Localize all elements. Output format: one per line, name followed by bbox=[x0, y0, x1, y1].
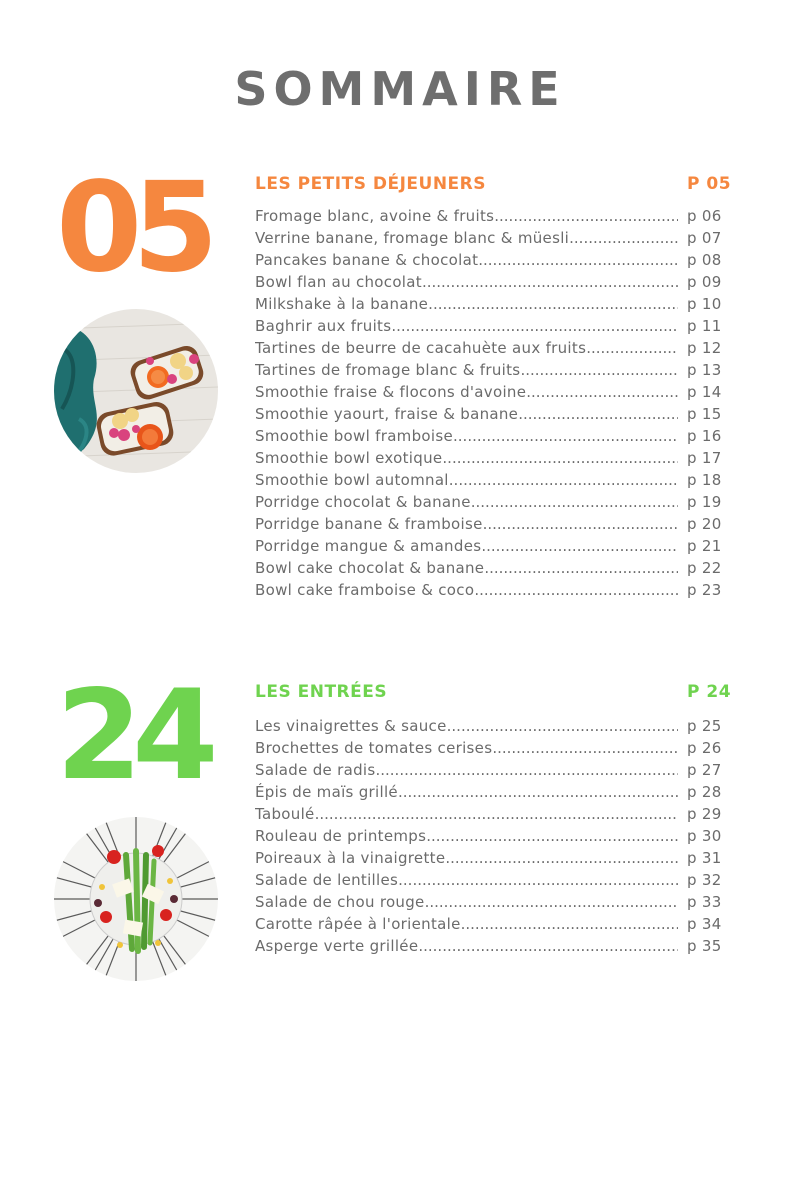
dot-leader bbox=[418, 935, 678, 957]
toc-entry[interactable] bbox=[255, 781, 733, 803]
toc-entry[interactable] bbox=[255, 447, 733, 469]
dot-leader bbox=[586, 337, 678, 359]
toc-entry[interactable] bbox=[255, 535, 733, 557]
dot-leader bbox=[481, 535, 678, 557]
toc-entry[interactable] bbox=[255, 293, 733, 315]
toc-entry-page: p 29 bbox=[687, 805, 722, 823]
toc-entry-label: Bowl cake chocolat & banane bbox=[255, 559, 485, 577]
toc-entry-label: Smoothie yaourt, fraise & banane bbox=[255, 405, 519, 423]
dot-leader bbox=[447, 715, 678, 737]
toc-entry-label: Porridge banane & framboise bbox=[255, 515, 483, 533]
toc-entry-label: Épis de maïs grillé bbox=[255, 783, 398, 801]
toc-entry-label: Verrine banane, fromage blanc & müesli bbox=[255, 229, 570, 247]
toc-entry-label: Pancakes banane & chocolat bbox=[255, 251, 479, 269]
toc-entry-page: p 16 bbox=[687, 427, 722, 445]
toc-entry-label: Salade de lentilles bbox=[255, 871, 399, 889]
toc-entry[interactable] bbox=[255, 359, 733, 381]
toc-entry-page: p 32 bbox=[687, 871, 722, 889]
toc-entry-label: Tartines de beurre de cacahuète aux fruits bbox=[255, 339, 587, 357]
asparagus-plate-photo bbox=[54, 817, 218, 981]
toc-entry[interactable] bbox=[255, 491, 733, 513]
toc-entry-line bbox=[255, 935, 678, 957]
toc-entry-label: Smoothie bowl exotique bbox=[255, 449, 443, 467]
toc-entry-page: p 27 bbox=[687, 761, 722, 779]
dot-leader bbox=[445, 847, 678, 869]
section-page: P 05 bbox=[687, 174, 732, 194]
toc-entry-line bbox=[255, 513, 678, 535]
dot-leader bbox=[422, 271, 678, 293]
toc-entry-line bbox=[255, 337, 678, 359]
dot-leader bbox=[461, 913, 678, 935]
toc-entry-line bbox=[255, 469, 678, 491]
toc-entry-line bbox=[255, 579, 678, 601]
toc-entry-page: p 06 bbox=[687, 207, 722, 225]
toc-entry-label: Fromage blanc, avoine & fruits bbox=[255, 207, 495, 225]
toc-entry[interactable] bbox=[255, 557, 733, 579]
toc-entry-line bbox=[255, 403, 678, 425]
toc-entry-label: Rouleau de printemps bbox=[255, 827, 427, 845]
dot-leader bbox=[518, 403, 678, 425]
toc-entry-label: Milkshake à la banane bbox=[255, 295, 429, 313]
section-title: LES PETITS DÉJEUNERS bbox=[255, 174, 486, 194]
toc-entry[interactable] bbox=[255, 891, 733, 913]
toc-entry-label: Carotte râpée à l'orientale bbox=[255, 915, 461, 933]
toc-entry[interactable] bbox=[255, 315, 733, 337]
dot-leader bbox=[569, 227, 678, 249]
toc-entry-line bbox=[255, 491, 678, 513]
toc-entry-page: p 08 bbox=[687, 251, 722, 269]
toc-entry[interactable] bbox=[255, 869, 733, 891]
toc-entry-line bbox=[255, 249, 678, 271]
toc-entry-line bbox=[255, 205, 678, 227]
toc-entry-line bbox=[255, 359, 678, 381]
toc-entry-page: p 07 bbox=[687, 229, 722, 247]
toc-entry[interactable] bbox=[255, 381, 733, 403]
toc-entry[interactable] bbox=[255, 737, 733, 759]
toc-entry-line bbox=[255, 825, 678, 847]
toc-entry-page: p 34 bbox=[687, 915, 722, 933]
toc-entry[interactable] bbox=[255, 271, 733, 293]
toc-entry-line bbox=[255, 425, 678, 447]
toc-entry[interactable] bbox=[255, 579, 733, 601]
toc-entry-line bbox=[255, 803, 678, 825]
toc-entry[interactable] bbox=[255, 913, 733, 935]
toc-entry-line bbox=[255, 535, 678, 557]
toc-entry-label: Taboulé bbox=[255, 805, 315, 823]
toc-entry-label: Bowl cake framboise & coco bbox=[255, 581, 475, 599]
dot-leader bbox=[478, 249, 678, 271]
dot-leader bbox=[471, 491, 678, 513]
toc-entry-label: Salade de radis bbox=[255, 761, 376, 779]
dot-leader bbox=[520, 359, 678, 381]
toc-entry-page: p 12 bbox=[687, 339, 722, 357]
section-heading-petits-dejeuners[interactable] bbox=[255, 174, 733, 198]
toc-entry-label: Tartines de fromage blanc & fruits bbox=[255, 361, 521, 379]
toc-entry-label: Baghrir aux fruits bbox=[255, 317, 392, 335]
toc-entry-line bbox=[255, 315, 678, 337]
toc-entry-page: p 13 bbox=[687, 361, 722, 379]
section-page: P 24 bbox=[687, 682, 732, 702]
toc-entry-line bbox=[255, 227, 678, 249]
toc-entry-page: p 15 bbox=[687, 405, 722, 423]
toc-entry-line bbox=[255, 759, 678, 781]
toc-list-entrees bbox=[255, 715, 733, 957]
toc-entry-page: p 30 bbox=[687, 827, 722, 845]
toc-entry-page: p 19 bbox=[687, 493, 722, 511]
toc-entry[interactable] bbox=[255, 425, 733, 447]
toc-entry[interactable] bbox=[255, 803, 733, 825]
toc-entry-page: p 23 bbox=[687, 581, 722, 599]
section-number: 05 bbox=[56, 156, 209, 300]
dot-leader bbox=[494, 205, 678, 227]
section-heading-entrees[interactable] bbox=[255, 682, 733, 706]
toc-entry-page: p 25 bbox=[687, 717, 722, 735]
toc-entry[interactable] bbox=[255, 249, 733, 271]
dot-leader bbox=[315, 803, 678, 825]
toc-entry-label: Salade de chou rouge bbox=[255, 893, 425, 911]
toc-entry-page: p 33 bbox=[687, 893, 722, 911]
dot-leader bbox=[425, 891, 678, 913]
dot-leader bbox=[426, 825, 678, 847]
toc-entry-page: p 20 bbox=[687, 515, 722, 533]
toc-entry[interactable] bbox=[255, 715, 733, 737]
toc-entry-label: Smoothie bowl automnal bbox=[255, 471, 449, 489]
toc-entry-page: p 26 bbox=[687, 739, 722, 757]
toc-entry-line bbox=[255, 847, 678, 869]
dot-leader bbox=[474, 579, 678, 601]
toc-entry-label: Porridge chocolat & banane bbox=[255, 493, 471, 511]
toc-entry-page: p 14 bbox=[687, 383, 722, 401]
dot-leader bbox=[484, 557, 678, 579]
dot-leader bbox=[398, 869, 678, 891]
toc-entry-line bbox=[255, 781, 678, 803]
dot-leader bbox=[526, 381, 678, 403]
toc-entry-line bbox=[255, 715, 678, 737]
toc-entry[interactable] bbox=[255, 205, 733, 227]
breakfast-toast-photo bbox=[54, 309, 218, 473]
toc-entry-page: p 18 bbox=[687, 471, 722, 489]
section-number: 24 bbox=[56, 664, 209, 808]
toc-entry-label: Asperge verte grillée bbox=[255, 937, 419, 955]
dot-leader bbox=[428, 293, 678, 315]
dot-leader bbox=[453, 425, 678, 447]
toc-entry-label: Brochettes de tomates cerises bbox=[255, 739, 493, 757]
toc-entry-label: Smoothie bowl framboise bbox=[255, 427, 454, 445]
toc-entry[interactable] bbox=[255, 759, 733, 781]
toc-entry-line bbox=[255, 447, 678, 469]
toc-entry-label: Porridge mangue & amandes bbox=[255, 537, 482, 555]
page-title: SOMMAIRE bbox=[234, 62, 566, 116]
toc-entry[interactable] bbox=[255, 337, 733, 359]
toc-entry[interactable] bbox=[255, 469, 733, 491]
toc-entry-label: Bowl flan au chocolat bbox=[255, 273, 422, 291]
toc-entry[interactable] bbox=[255, 847, 733, 869]
toc-entry-page: p 09 bbox=[687, 273, 722, 291]
toc-entry[interactable] bbox=[255, 227, 733, 249]
toc-entry-page: p 22 bbox=[687, 559, 722, 577]
toc-entry-label: Poireaux à la vinaigrette bbox=[255, 849, 446, 867]
toc-list-petits-dejeuners bbox=[255, 205, 733, 601]
dot-leader bbox=[483, 513, 678, 535]
toc-entry-line bbox=[255, 913, 678, 935]
dot-leader bbox=[449, 469, 678, 491]
toc-entry-line bbox=[255, 381, 678, 403]
toc-entry-line bbox=[255, 891, 678, 913]
toc-entry-line bbox=[255, 293, 678, 315]
toc-entry-page: p 21 bbox=[687, 537, 722, 555]
toc-entry-page: p 35 bbox=[687, 937, 722, 955]
toc-entry[interactable] bbox=[255, 825, 733, 847]
dot-leader bbox=[442, 447, 678, 469]
toc-entry-line bbox=[255, 557, 678, 579]
toc-entry-line bbox=[255, 869, 678, 891]
toc-entry-page: p 11 bbox=[687, 317, 722, 335]
dot-leader bbox=[398, 781, 678, 803]
toc-entry-line bbox=[255, 271, 678, 293]
dot-leader bbox=[375, 759, 678, 781]
section-title: LES ENTRÉES bbox=[255, 682, 388, 702]
toc-entry[interactable] bbox=[255, 403, 733, 425]
toc-entry-label: Les vinaigrettes & sauce bbox=[255, 717, 447, 735]
toc-entry-line bbox=[255, 737, 678, 759]
toc-entry-label: Smoothie fraise & flocons d'avoine bbox=[255, 383, 527, 401]
toc-entry-page: p 10 bbox=[687, 295, 722, 313]
toc-entry-page: p 31 bbox=[687, 849, 722, 867]
dot-leader bbox=[492, 737, 678, 759]
toc-entry[interactable] bbox=[255, 935, 733, 957]
dot-leader bbox=[391, 315, 678, 337]
toc-entry[interactable] bbox=[255, 513, 733, 535]
toc-entry-page: p 28 bbox=[687, 783, 722, 801]
toc-entry-page: p 17 bbox=[687, 449, 722, 467]
